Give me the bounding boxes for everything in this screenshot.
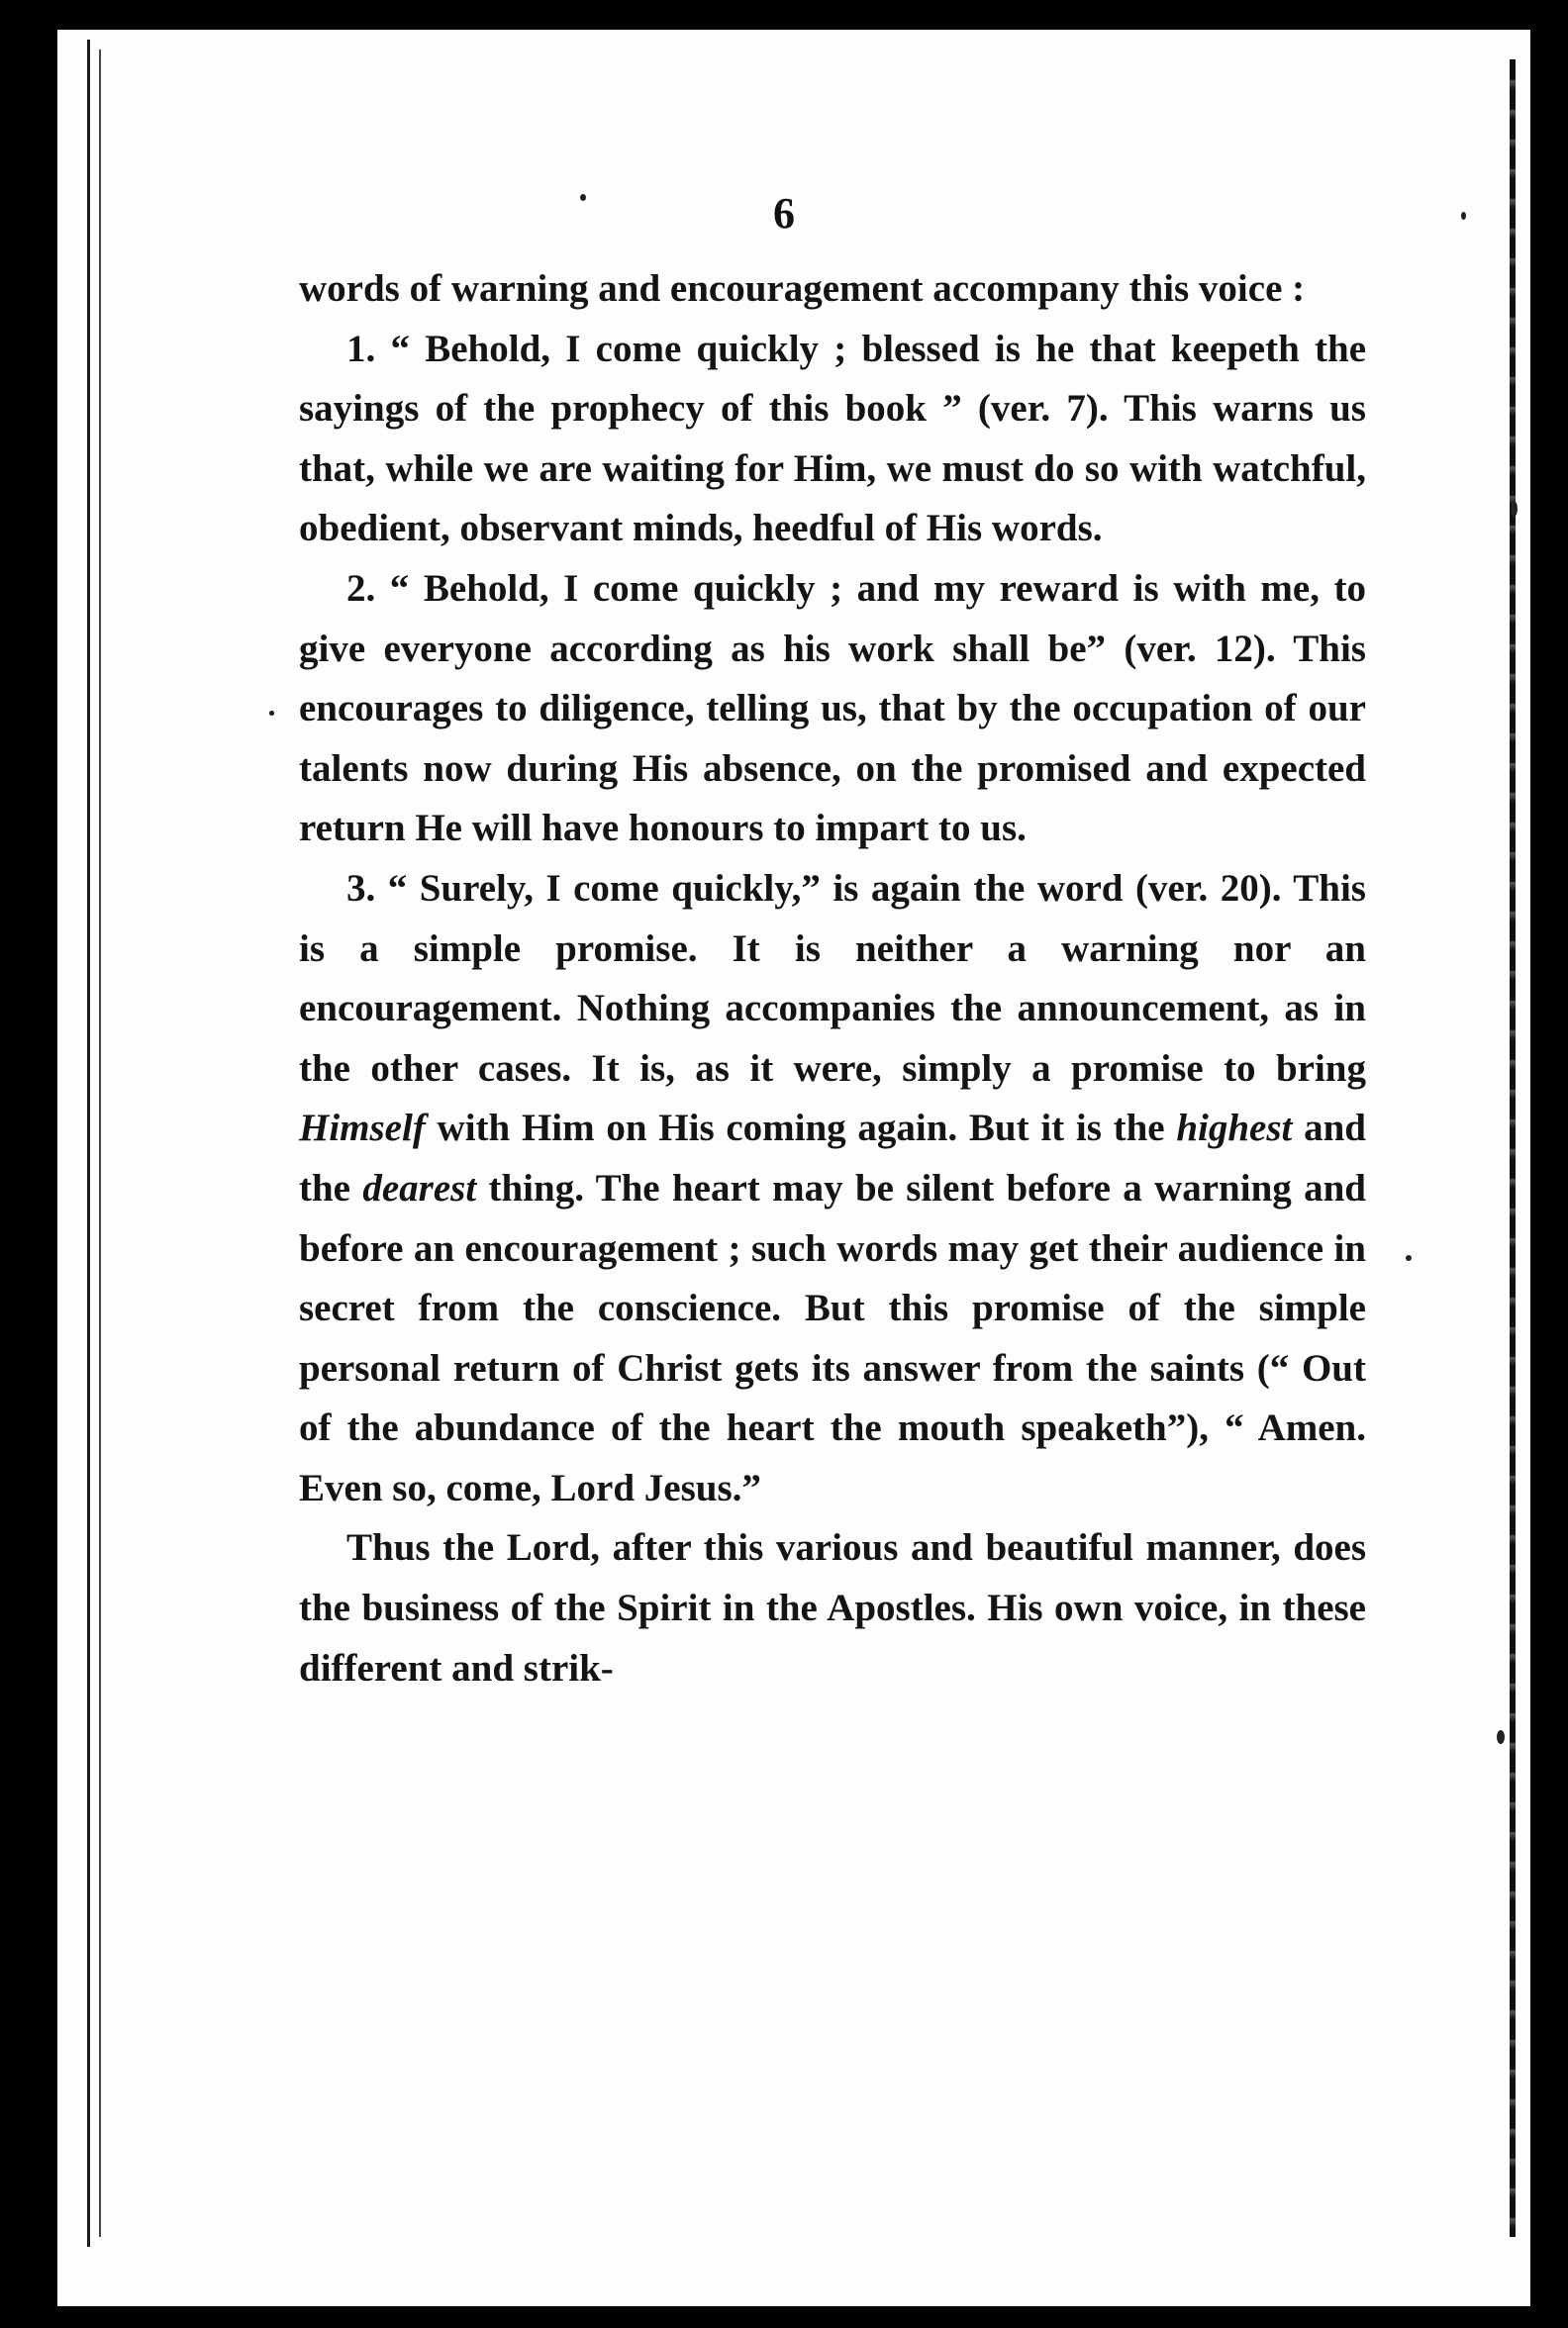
page-left-edge-line-inner	[99, 49, 101, 2237]
page-right-spine	[1510, 59, 1516, 2237]
page-number: 6	[773, 189, 795, 238]
paragraph-point-3	[299, 859, 1366, 1519]
body-text	[299, 259, 1366, 1698]
paragraph-point-2: 2. “ Behold, I come quickly ; and my reward is with me, to give everyone according as his work shall be” (ver. 12). This encourages to diligence, telling us, that by the occupation of our talents now during His absence, on the promised and expected return He will have honours to impart to us.	[299, 566, 1366, 850]
ink-speck	[269, 711, 274, 716]
page-left-edge-line	[87, 40, 90, 2247]
italic-highest: highest	[1176, 1107, 1293, 1150]
point-3-text-b: with Him on His coming again. But it is the	[425, 1107, 1177, 1150]
ink-speck	[1511, 501, 1518, 517]
paragraph-closing: Thus the Lord, after this various and beautiful manner, does the business of the Spirit in the Apostles. His own voice, in these different and strik-	[299, 1526, 1366, 1690]
paragraph-intro: words of warning and encouragement accompany this voice :	[299, 267, 1306, 310]
italic-dearest: dearest	[362, 1166, 477, 1210]
point-3-text-c: and the	[299, 1107, 1366, 1210]
point-3-text-d: thing. The heart may be silent before a warning and before an encouragement ; such words may get their audience in secret from the conscience. But this promise of the simple personal return of Christ gets its answer from the saints (“ Out of the abundance of the heart the mouth speaketh”), “ Amen. Even so, come, Lord Jesus.”	[299, 1166, 1366, 1509]
ink-speck	[1497, 1730, 1505, 1744]
paragraph-point-1: 1. “ Behold, I come quickly ; blessed is he that keepeth the sayings of the prophecy of this book ” (ver. 7). This warns us that, while we are waiting for Him, we must do so with watchful, obedient, observant minds, heedful of His words.	[299, 327, 1366, 550]
point-3-text-a: 3. “ Surely, I come quickly,” is again the word (ver. 20). This is a simple promise. It is neither a warning nor an encouragement. Nothing accompanies the announcement, as in the other cases. It is, as it were, simply a promise to bring	[299, 866, 1366, 1090]
italic-himself: Himself	[299, 1107, 426, 1150]
ink-speck	[1406, 1255, 1412, 1261]
